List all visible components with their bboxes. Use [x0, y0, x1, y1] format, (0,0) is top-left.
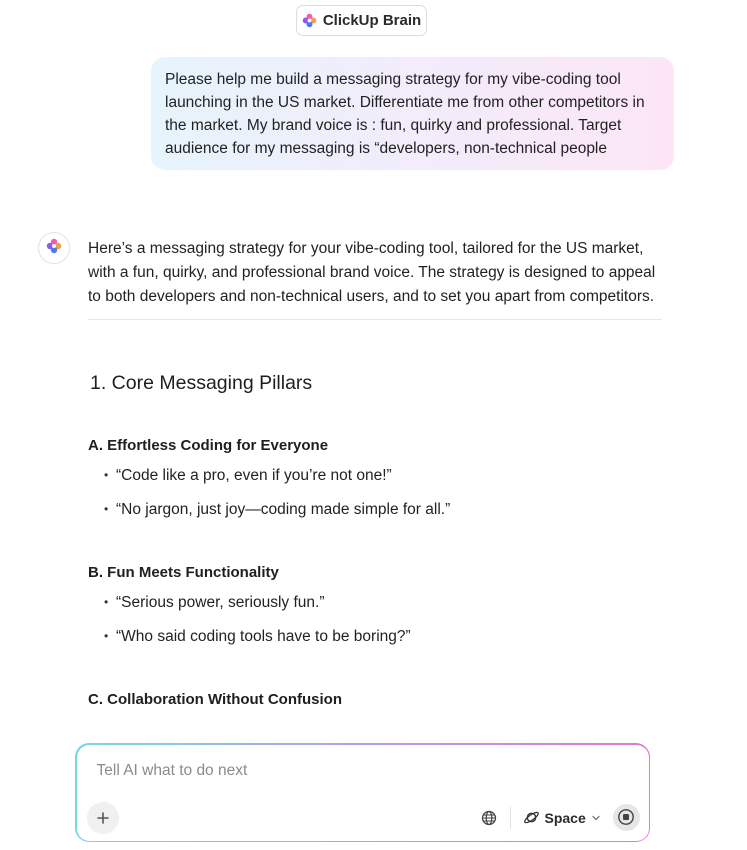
web-search-button[interactable]	[479, 808, 499, 828]
list-item: • “Who said coding tools have to be boring?”	[104, 625, 666, 648]
header-title-pill[interactable]	[296, 5, 427, 36]
space-selector[interactable]	[523, 805, 601, 831]
plus-icon	[96, 811, 110, 825]
divider	[88, 319, 662, 320]
response-intro: Here’s a messaging strategy for your vibe-coding tool, tailored for the US market, with a fun, quirky, and professional brand voice. The strategy is designed to appeal to both developers and non-technical users, and to set you apart from competitors.	[88, 240, 656, 305]
globe-icon	[481, 810, 497, 826]
composer-body	[77, 745, 649, 841]
header-title: ClickUp Brain	[322, 12, 422, 29]
clickup-brain-avatar-icon	[46, 238, 62, 259]
add-button[interactable]	[87, 802, 119, 834]
user-message-text: Please help me build a messaging strategy for my vibe-coding tool launching in the US market. Differentiate me from other competitors in the market. My brand voice is : fun, quirky and professional. Target audience for my messaging is “developers, non-technical people	[165, 71, 645, 157]
stop-button[interactable]	[613, 804, 640, 831]
ai-response	[88, 237, 666, 725]
pillar-bullets	[88, 464, 666, 521]
list-item: • “Code like a pro, even if you’re not one!”	[104, 464, 666, 487]
pillar-heading: A. Effortless Coding for Everyone	[88, 437, 329, 454]
list-item: • “Serious power, seriously fun.”	[104, 591, 666, 614]
prompt-composer	[75, 743, 650, 842]
pillar-bullets	[88, 591, 666, 648]
section-heading: 1. Core Messaging Pillars	[90, 372, 313, 394]
stop-icon	[617, 808, 635, 826]
pillar-heading: B. Fun Meets Functionality	[88, 564, 279, 581]
user-message-bubble	[151, 57, 674, 170]
chevron-down-icon	[591, 813, 601, 823]
toolbar-divider	[510, 807, 511, 829]
ai-avatar	[38, 232, 70, 264]
list-item: • “No jargon, just joy—coding made simple for all.”	[104, 498, 666, 521]
space-label: Space	[544, 809, 586, 826]
prompt-input[interactable]	[97, 759, 617, 783]
clickup-brain-logo-icon	[302, 13, 317, 28]
planet-icon	[523, 809, 540, 826]
pillar-heading: C. Collaboration Without Confusion	[88, 691, 342, 708]
